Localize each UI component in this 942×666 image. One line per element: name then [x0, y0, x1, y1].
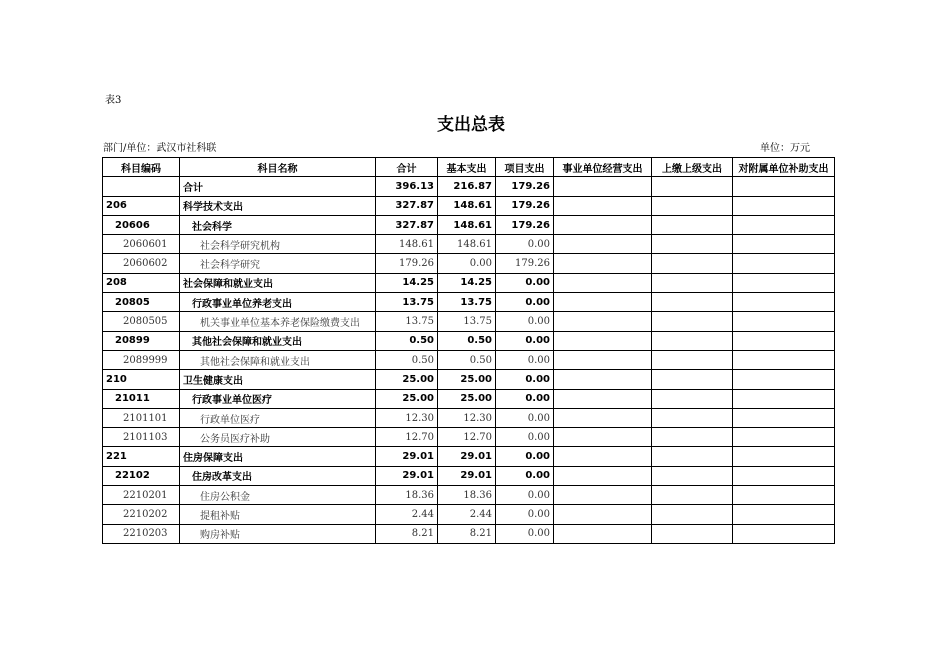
row-code: 2060601: [103, 235, 180, 254]
row-name: 提租补贴: [180, 505, 376, 524]
row-project: 0.00: [496, 505, 554, 524]
row-total: 18.36: [376, 486, 438, 505]
row-code: 21011: [103, 389, 180, 408]
page-title: 支出总表: [437, 115, 505, 135]
row-subsidy: [733, 408, 835, 427]
row-project: 0.00: [496, 428, 554, 447]
row-name: 科学技术支出: [180, 196, 376, 215]
row-business: [554, 254, 652, 273]
table-row: [103, 254, 835, 273]
row-business: [554, 215, 652, 234]
row-business: [554, 370, 652, 389]
row-remit: [652, 428, 733, 447]
row-name: 社会科学: [180, 215, 376, 234]
row-basic: 12.70: [438, 428, 496, 447]
row-business: [554, 408, 652, 427]
row-project: 0.00: [496, 466, 554, 485]
row-code: 210: [103, 370, 180, 389]
row-total: 2.44: [376, 505, 438, 524]
row-basic: 148.61: [438, 215, 496, 234]
row-remit: [652, 524, 733, 543]
row-business: [554, 389, 652, 408]
row-project: 0.00: [496, 235, 554, 254]
row-basic: 148.61: [438, 235, 496, 254]
row-code: 208: [103, 273, 180, 292]
unit-label: 单位：万元: [760, 143, 810, 154]
row-remit: [652, 177, 733, 196]
row-project: 0.00: [496, 350, 554, 369]
row-subsidy: [733, 447, 835, 466]
row-basic: 13.75: [438, 312, 496, 331]
row-basic: 12.30: [438, 408, 496, 427]
row-subsidy: [733, 505, 835, 524]
row-code: 221: [103, 447, 180, 466]
row-subsidy: [733, 428, 835, 447]
row-remit: [652, 350, 733, 369]
row-project: 0.00: [496, 389, 554, 408]
row-basic: 148.61: [438, 196, 496, 215]
row-total: 327.87: [376, 215, 438, 234]
row-subsidy: [733, 524, 835, 543]
row-code: [103, 177, 180, 196]
row-remit: [652, 486, 733, 505]
row-business: [554, 428, 652, 447]
row-business: [554, 235, 652, 254]
row-remit: [652, 254, 733, 273]
header-project: 项目支出: [496, 158, 554, 177]
row-project: 179.26: [496, 177, 554, 196]
row-name: 社会科学研究机构: [180, 235, 376, 254]
table-row: [103, 408, 835, 427]
row-project: 0.00: [496, 312, 554, 331]
row-basic: 14.25: [438, 273, 496, 292]
row-remit: [652, 196, 733, 215]
row-business: [554, 312, 652, 331]
row-basic: 29.01: [438, 466, 496, 485]
row-business: [554, 273, 652, 292]
row-business: [554, 524, 652, 543]
row-name: 社会科学研究: [180, 254, 376, 273]
row-project: 179.26: [496, 215, 554, 234]
row-subsidy: [733, 466, 835, 485]
row-basic: 25.00: [438, 370, 496, 389]
table-number: 表3: [105, 95, 122, 106]
table-row: [103, 370, 835, 389]
row-remit: [652, 331, 733, 350]
row-basic: 216.87: [438, 177, 496, 196]
row-subsidy: [733, 312, 835, 331]
expenditure-table: [102, 157, 835, 544]
table-row: [103, 273, 835, 292]
row-code: 2101103: [103, 428, 180, 447]
row-business: [554, 350, 652, 369]
row-remit: [652, 370, 733, 389]
table-row: [103, 389, 835, 408]
row-business: [554, 505, 652, 524]
row-remit: [652, 389, 733, 408]
row-name: 机关事业单位基本养老保险缴费支出: [180, 312, 376, 331]
row-remit: [652, 447, 733, 466]
row-name: 行政单位医疗: [180, 408, 376, 427]
row-subsidy: [733, 389, 835, 408]
row-subsidy: [733, 331, 835, 350]
row-basic: 25.00: [438, 389, 496, 408]
row-total: 148.61: [376, 235, 438, 254]
header-subsidy: 对附属单位补助支出: [733, 158, 835, 177]
row-total: 327.87: [376, 196, 438, 215]
row-basic: 13.75: [438, 293, 496, 312]
table-row: [103, 331, 835, 350]
row-code: 2101101: [103, 408, 180, 427]
row-subsidy: [733, 486, 835, 505]
row-remit: [652, 312, 733, 331]
department-label: 部门/单位：武汉市社科联: [103, 143, 217, 154]
row-code: 206: [103, 196, 180, 215]
row-total: 12.70: [376, 428, 438, 447]
header-basic: 基本支出: [438, 158, 496, 177]
header-total: 合计: [376, 158, 438, 177]
row-total: 396.13: [376, 177, 438, 196]
header-name: 科目名称: [180, 158, 376, 177]
row-project: 179.26: [496, 196, 554, 215]
table-row: [103, 235, 835, 254]
row-total: 8.21: [376, 524, 438, 543]
row-name: 社会保障和就业支出: [180, 273, 376, 292]
row-subsidy: [733, 254, 835, 273]
row-name: 卫生健康支出: [180, 370, 376, 389]
header-remit: 上缴上级支出: [652, 158, 733, 177]
row-remit: [652, 273, 733, 292]
row-code: 22102: [103, 466, 180, 485]
row-subsidy: [733, 177, 835, 196]
row-project: 0.00: [496, 293, 554, 312]
row-name: 行政事业单位医疗: [180, 389, 376, 408]
row-basic: 0.50: [438, 350, 496, 369]
table-row: [103, 466, 835, 485]
row-name: 其他社会保障和就业支出: [180, 350, 376, 369]
row-code: 2210201: [103, 486, 180, 505]
row-subsidy: [733, 293, 835, 312]
row-code: 2080505: [103, 312, 180, 331]
table-row: [103, 350, 835, 369]
row-project: 0.00: [496, 331, 554, 350]
row-basic: 0.50: [438, 331, 496, 350]
row-business: [554, 466, 652, 485]
row-name: 公务员医疗补助: [180, 428, 376, 447]
table-row: [103, 447, 835, 466]
row-subsidy: [733, 370, 835, 389]
row-remit: [652, 293, 733, 312]
row-total: 25.00: [376, 370, 438, 389]
row-code: 20899: [103, 331, 180, 350]
row-project: 0.00: [496, 370, 554, 389]
row-remit: [652, 466, 733, 485]
row-total: 0.50: [376, 331, 438, 350]
table-row: [103, 196, 835, 215]
row-code: 2210203: [103, 524, 180, 543]
row-subsidy: [733, 350, 835, 369]
row-business: [554, 196, 652, 215]
row-basic: 0.00: [438, 254, 496, 273]
row-project: 179.26: [496, 254, 554, 273]
header-row: [103, 158, 835, 177]
row-name: 住房改革支出: [180, 466, 376, 485]
row-business: [554, 486, 652, 505]
row-name: 其他社会保障和就业支出: [180, 331, 376, 350]
header-code: 科目编码: [103, 158, 180, 177]
table-row: [103, 293, 835, 312]
row-subsidy: [733, 196, 835, 215]
row-total: 29.01: [376, 447, 438, 466]
row-remit: [652, 215, 733, 234]
row-business: [554, 447, 652, 466]
row-business: [554, 293, 652, 312]
row-code: 2060602: [103, 254, 180, 273]
row-remit: [652, 505, 733, 524]
row-name: 住房保障支出: [180, 447, 376, 466]
row-basic: 8.21: [438, 524, 496, 543]
row-basic: 2.44: [438, 505, 496, 524]
table-row: [103, 486, 835, 505]
row-code: 2089999: [103, 350, 180, 369]
header-business: 事业单位经营支出: [554, 158, 652, 177]
row-code: 20606: [103, 215, 180, 234]
row-subsidy: [733, 235, 835, 254]
row-basic: 29.01: [438, 447, 496, 466]
row-code: 2210202: [103, 505, 180, 524]
table-row: [103, 428, 835, 447]
row-subsidy: [733, 215, 835, 234]
table-row: [103, 524, 835, 543]
row-name: 住房公积金: [180, 486, 376, 505]
row-project: 0.00: [496, 524, 554, 543]
row-business: [554, 177, 652, 196]
row-project: 0.00: [496, 408, 554, 427]
table-row: [103, 177, 835, 196]
row-name: 购房补贴: [180, 524, 376, 543]
row-total: 13.75: [376, 293, 438, 312]
row-project: 0.00: [496, 447, 554, 466]
row-name: 行政事业单位养老支出: [180, 293, 376, 312]
row-name: 合计: [180, 177, 376, 196]
row-total: 0.50: [376, 350, 438, 369]
row-code: 20805: [103, 293, 180, 312]
row-total: 29.01: [376, 466, 438, 485]
row-total: 179.26: [376, 254, 438, 273]
row-subsidy: [733, 273, 835, 292]
table-row: [103, 505, 835, 524]
row-total: 14.25: [376, 273, 438, 292]
row-basic: 18.36: [438, 486, 496, 505]
row-total: 25.00: [376, 389, 438, 408]
row-business: [554, 331, 652, 350]
table-row: [103, 312, 835, 331]
row-total: 13.75: [376, 312, 438, 331]
row-remit: [652, 408, 733, 427]
table-row: [103, 215, 835, 234]
row-remit: [652, 235, 733, 254]
row-project: 0.00: [496, 273, 554, 292]
row-total: 12.30: [376, 408, 438, 427]
row-project: 0.00: [496, 486, 554, 505]
